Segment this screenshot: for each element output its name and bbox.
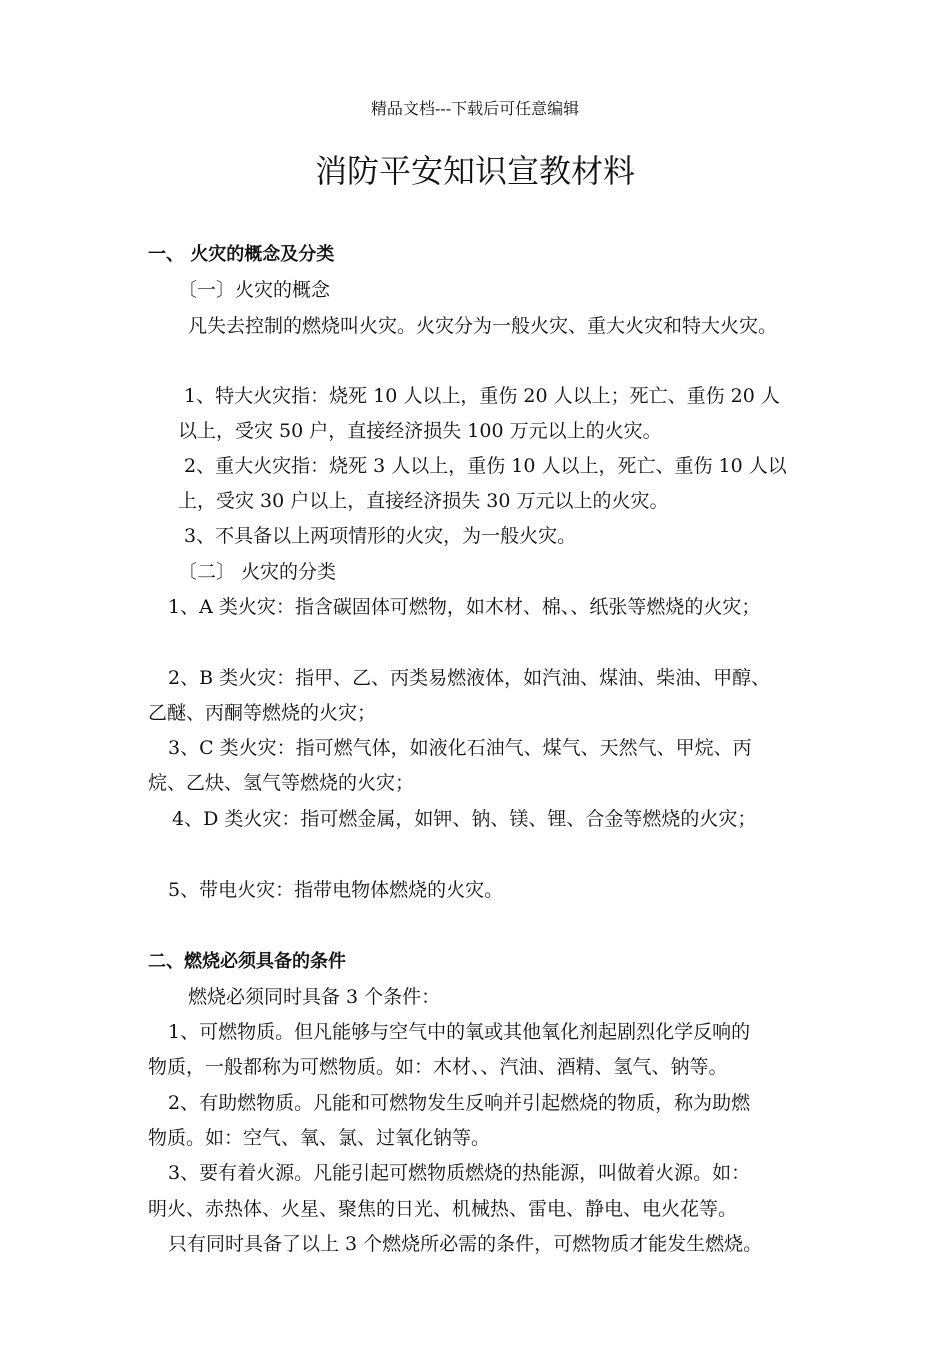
major-fire-line2: 上，受灾 30 户以上，直接经济损失 30 万元以上的火灾。 (178, 490, 669, 512)
extreme-fire-line2: 以上，受灾 50 户，直接经济损失 100 万元以上的火灾。 (178, 420, 662, 442)
condition3-line1: 3、要有着火源。凡能引起可燃物质燃烧的热能源，叫做着火源。如： (168, 1162, 751, 1184)
condition2-line1: 2、有助燃物质。凡能和可燃物发生反响并引起燃烧的物质，称为助燃 (168, 1092, 751, 1114)
document-title: 消防平安知识宣教材料 (314, 152, 635, 190)
page-header: 精品文档---下载后可任意编辑 (370, 99, 580, 118)
class-c-fire-line2: 烷、乙炔、氢气等燃烧的火灾； (148, 772, 415, 794)
class-a-fire: 1、A 类火灾：指含碳固体可燃物，如木材、棉、、纸张等燃烧的火灾； (168, 596, 761, 618)
combustion-intro: 燃烧必须同时具备 3 个条件： (188, 986, 441, 1008)
subsection-fire-classification: 〔二〕 火灾的分类 (178, 561, 337, 583)
electrical-fire: 5、带电火灾：指带电物体燃烧的火灾。 (168, 879, 504, 901)
combustion-conclusion: 只有同时具备了以上 3 个燃烧所必需的条件，可燃物质才能发生燃烧。 (168, 1233, 763, 1255)
major-fire-line1: 2、重大火灾指：烧死 3 人以上，重伤 10 人以上，死亡、重伤 10 人以 (184, 455, 787, 477)
section2-heading: 二、燃烧必须具备的条件 (148, 951, 346, 972)
general-fire-text: 3、不具备以上两项情形的火灾，为一般火灾。 (184, 525, 577, 547)
class-d-fire: 4、D 类火灾：指可燃金属，如钾、钠、镁、锂、合金等燃烧的火灾； (172, 808, 757, 830)
fire-definition-text: 凡失去控制的燃烧叫火灾。火灾分为一般火灾、重大火灾和特大火灾。 (188, 315, 778, 337)
condition2-line2: 物质。如：空气、氧、氯、过氧化钠等。 (148, 1127, 491, 1149)
condition1-line2: 物质，一般都称为可燃物质。如：木材、、汽油、酒精、氢气、钠等。 (148, 1056, 728, 1078)
section1-heading: 一、 火灾的概念及分类 (148, 244, 335, 265)
condition1-line1: 1、可燃物质。但凡能够与空气中的氧或其他氧化剂起剧烈化学反响的 (168, 1021, 751, 1043)
class-c-fire-line1: 3、C 类火灾：指可燃气体，如液化石油气、煤气、天然气、甲烷、丙 (168, 737, 752, 759)
class-b-fire-line1: 2、B 类火灾：指甲、乙、丙类易燃液体，如汽油、煤油、柴油、甲醇、 (168, 667, 771, 689)
class-b-fire-line2: 乙醚、丙酮等燃烧的火灾； (148, 702, 377, 724)
condition3-line2: 明火、赤热体、火星、聚焦的日光、机械热、雷电、静电、电火花等。 (148, 1198, 738, 1220)
subsection-fire-concept: 〔一〕火灾的概念 (178, 279, 331, 301)
extreme-fire-line1: 1、特大火灾指：烧死 10 人以上，重伤 20 人以上；死亡、重伤 20 人 (184, 385, 780, 407)
